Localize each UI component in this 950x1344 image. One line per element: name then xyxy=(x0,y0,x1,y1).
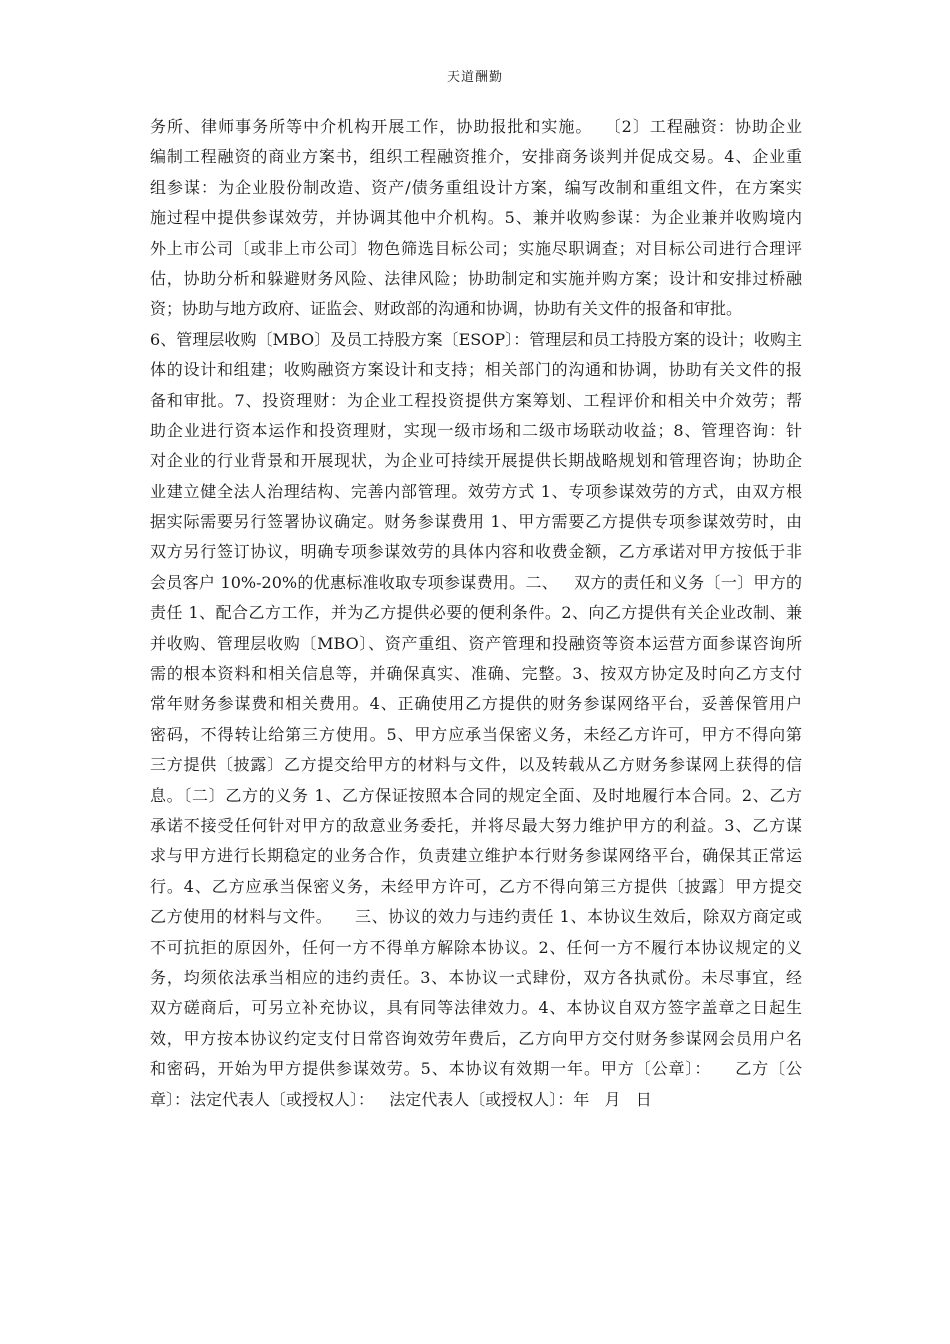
text-line: 对企业的行业背景和开展现状，为企业可持续开展提供长期战略规划和管理咨询；协助企 xyxy=(150,451,802,471)
text-line: 组参谋：为企业股份制改造、资产/债务重组设计方案，编写改制和重组文件，在方案实 xyxy=(150,177,802,197)
text-line: 责任 1、配合乙方工作，并为乙方提供必要的便利条件。2、向乙方提供有关企业改制、兼 xyxy=(150,603,802,623)
text-line: 据实际需要另行签署协议确定。财务参谋费用 1、甲方需要乙方提供专项参谋效劳时，由 xyxy=(150,512,802,532)
text-line: 三方提供〔披露〕乙方提交给甲方的材料与文件，以及转载从乙方财务参谋网上获得的信 xyxy=(150,755,802,775)
text-line: 估，协助分析和躲避财务风险、法律风险；协助制定和实施并购方案；设计和安排过桥融 xyxy=(150,268,802,288)
text-line: 章〕：法定代表人〔或授权人〕： 法定代表人〔或授权人〕：年 月 日 xyxy=(150,1089,652,1109)
text-line: 效，甲方按本协议约定支付日常咨询效劳年费后，乙方向甲方交付财务参谋网会员用户名 xyxy=(150,1028,802,1048)
text-line: 外上市公司〔或非上市公司〕物色筛选目标公司；实施尽职调查；对目标公司进行合理评 xyxy=(150,238,802,258)
text-line: 资；协助与地方政府、证监会、财政部的沟通和协调，协助有关文件的报备和审批。 xyxy=(150,299,743,319)
text-line: 需的根本资料和相关信息等，并确保真实、准确、完整。3、按双方协定及时向乙方支付 xyxy=(150,664,802,684)
text-line: 6、管理层收购〔MBO〕及员工持股方案〔ESOP〕：管理层和员工持股方案的设计；收购主 xyxy=(150,329,802,349)
text-line: 密码，不得转让给第三方使用。5、甲方应承当保密义务，未经乙方许可，甲方不得向第 xyxy=(150,724,802,744)
text-line: 务，均须依法承当相应的违约责任。3、本协议一式肆份，双方各执贰份。未尽事宜，经 xyxy=(150,967,802,987)
text-line: 和密码，开始为甲方提供参谋效劳。5、本协议有效期一年。甲方〔公章〕： 乙方〔公 xyxy=(150,1059,802,1079)
text-line: 业建立健全法人治理结构、完善内部管理。效劳方式 1、专项参谋效劳的方式，由双方根 xyxy=(150,481,802,501)
text-line: 不可抗拒的原因外，任何一方不得单方解除本协议。2、任何一方不履行本协议规定的义 xyxy=(150,937,802,957)
text-line: 助企业进行资本运作和投资理财，实现一级市场和二级市场联动收益；8、管理咨询：针 xyxy=(150,420,802,440)
text-line: 息。〔二〕乙方的义务 1、乙方保证按照本合同的规定全面、及时地履行本合同。2、乙方 xyxy=(150,785,802,805)
text-line: 并收购、管理层收购〔MBO〕、资产重组、资产管理和投融资等资本运营方面参谋咨询所 xyxy=(150,633,802,653)
text-line: 施过程中提供参谋效劳，并协调其他中介机构。5、兼并收购参谋：为企业兼并收购境内 xyxy=(150,208,802,228)
page-header: 天道酬勤 xyxy=(446,70,503,85)
text-line: 行。4、乙方应承当保密义务，未经甲方许可，乙方不得向第三方提供〔披露〕甲方提交 xyxy=(150,876,802,896)
text-line: 双方另行签订协议，明确专项参谋效劳的具体内容和收费金额，乙方承诺对甲方按低于非 xyxy=(150,542,802,562)
text-line: 承诺不接受任何针对甲方的敌意业务委托，并将尽最大努力维护甲方的利益。3、乙方谋 xyxy=(150,815,802,835)
text-line: 双方磋商后，可另立补充协议，具有同等法律效力。4、本协议自双方签字盖章之日起生 xyxy=(150,998,802,1018)
text-line: 体的设计和组建；收购融资方案设计和支持；相关部门的沟通和协调，协助有关文件的报 xyxy=(150,360,802,380)
text-line: 编制工程融资的商业方案书，组织工程融资推介，安排商务谈判并促成交易。4、企业重 xyxy=(150,147,802,167)
text-line: 备和审批。7、投资理财：为企业工程投资提供方案筹划、工程评价和相关中介效劳；帮 xyxy=(150,390,802,410)
text-line: 常年财务参谋费和相关费用。4、正确使用乙方提供的财务参谋网络平台，妥善保管用户 xyxy=(150,694,802,714)
text-line: 求与甲方进行长期稳定的业务合作，负责建立维护本行财务参谋网络平台，确保其正常运 xyxy=(150,846,802,866)
text-line: 务所、律师事务所等中介机构开展工作，协助报批和实施。 〔2〕工程融资：协助企业 xyxy=(150,117,802,136)
text-line: 会员客户 10%-20%的优惠标准收取专项参谋费用。二、 双方的责任和义务〔一〕甲方的 xyxy=(150,572,802,592)
document-body xyxy=(150,112,802,1115)
text-line: 乙方使用的材料与文件。 三、协议的效力与违约责任 1、本协议生效后，除双方商定或 xyxy=(150,907,802,927)
